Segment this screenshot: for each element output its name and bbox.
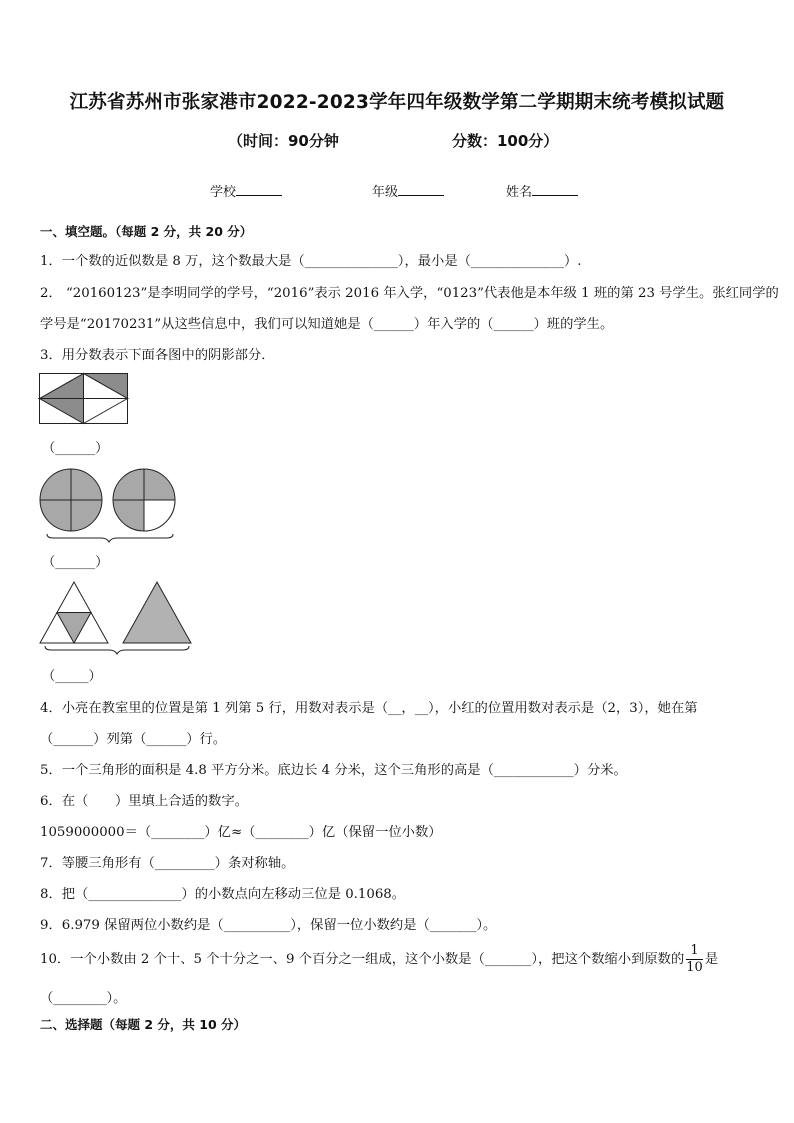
school-field[interactable] bbox=[210, 181, 282, 200]
section2-heading: 二、选择题（每题 2 分，共 10 分） bbox=[40, 1017, 247, 1032]
question-6: 6．在（ ）里填上合适的数字。 bbox=[40, 794, 248, 809]
question-6-sub: 1059000000＝（________）亿≈（________）亿（保留一位小数） bbox=[40, 825, 442, 840]
name-label: 姓名 bbox=[506, 185, 533, 200]
fraction-numerator: 1 bbox=[686, 943, 703, 960]
question-4-line1: 4．小亮在教室里的位置是第 1 列第 5 行，用数对表示是（__，__），小红的位置用数对表示是（2，3），她在第 bbox=[40, 701, 698, 716]
exam-title: 江苏省苏州市张家港市2022-2023学年四年级数学第二学期期末统考模拟试题 bbox=[69, 92, 725, 113]
shaded-big-triangle bbox=[123, 582, 191, 643]
question-3: 3．用分数表示下面各图中的阴影部分． bbox=[40, 348, 275, 363]
section1-heading: 一、填空题。（每题 2 分，共 20 分） bbox=[40, 224, 253, 239]
name-field[interactable] bbox=[506, 181, 578, 200]
brace bbox=[45, 646, 189, 654]
question-7: 7．等腰三角形有（_________）条对称轴。 bbox=[40, 856, 295, 871]
question-8: 8．把（______________）的小数点向左移动三位是 0.1068。 bbox=[40, 887, 406, 902]
grade-label: 年级 bbox=[372, 185, 399, 200]
figure-triangles bbox=[39, 580, 199, 652]
exam-score: 分数：100分） bbox=[452, 132, 559, 150]
fraction-denominator: 10 bbox=[686, 960, 703, 975]
question-9: 9．6.979 保留两位小数约是（__________），保留一位小数约是（_______）。 bbox=[40, 918, 497, 933]
question-10-tail: 是 bbox=[704, 952, 719, 967]
exam-time: （时间：90分钟 bbox=[228, 132, 339, 150]
fraction-one-tenth bbox=[686, 943, 703, 976]
school-blank[interactable] bbox=[236, 183, 282, 196]
grade-blank[interactable] bbox=[398, 183, 444, 196]
question-4-line2: （______）列第（______）行。 bbox=[40, 732, 227, 747]
school-label: 学校 bbox=[210, 185, 237, 200]
grade-field[interactable] bbox=[372, 181, 444, 200]
question-10-line2: （________）。 bbox=[40, 991, 127, 1006]
question-10-text: 10．一个小数由 2 个十、5 个十分之一、9 个百分之一组成，这个小数是（_______），把这个数缩小到原数的 bbox=[40, 952, 685, 967]
figure-rectangle-triangles bbox=[39, 373, 129, 425]
question-3c-blank[interactable]: （_____） bbox=[42, 669, 102, 684]
question-1: 1．一个数的近似数是 8 万，这个数最大是（______________），最小是（______________）. bbox=[40, 254, 582, 269]
brace bbox=[47, 534, 173, 542]
question-10-line1 bbox=[40, 943, 718, 976]
name-blank[interactable] bbox=[532, 183, 578, 196]
question-5: 5．一个三角形的面积是 4.8 平方分米。底边长 4 分米，这个三角形的高是（____________）分米。 bbox=[40, 763, 627, 778]
question-2-line1: 2． “20160123”是李明同学的学号，“2016”表示 2016 年入学，“0123”代表他是本年级 1 班的第 23 号学生。张红同学的 bbox=[40, 286, 779, 301]
question-3b-blank[interactable]: （______） bbox=[42, 555, 109, 570]
question-3a-blank[interactable]: （______） bbox=[42, 441, 109, 456]
question-2-line2: 学号是“20170231”从这些信息中，我们可以知道她是（______）年入学的（______）班的学生。 bbox=[40, 317, 614, 332]
figure-circles bbox=[39, 468, 179, 540]
